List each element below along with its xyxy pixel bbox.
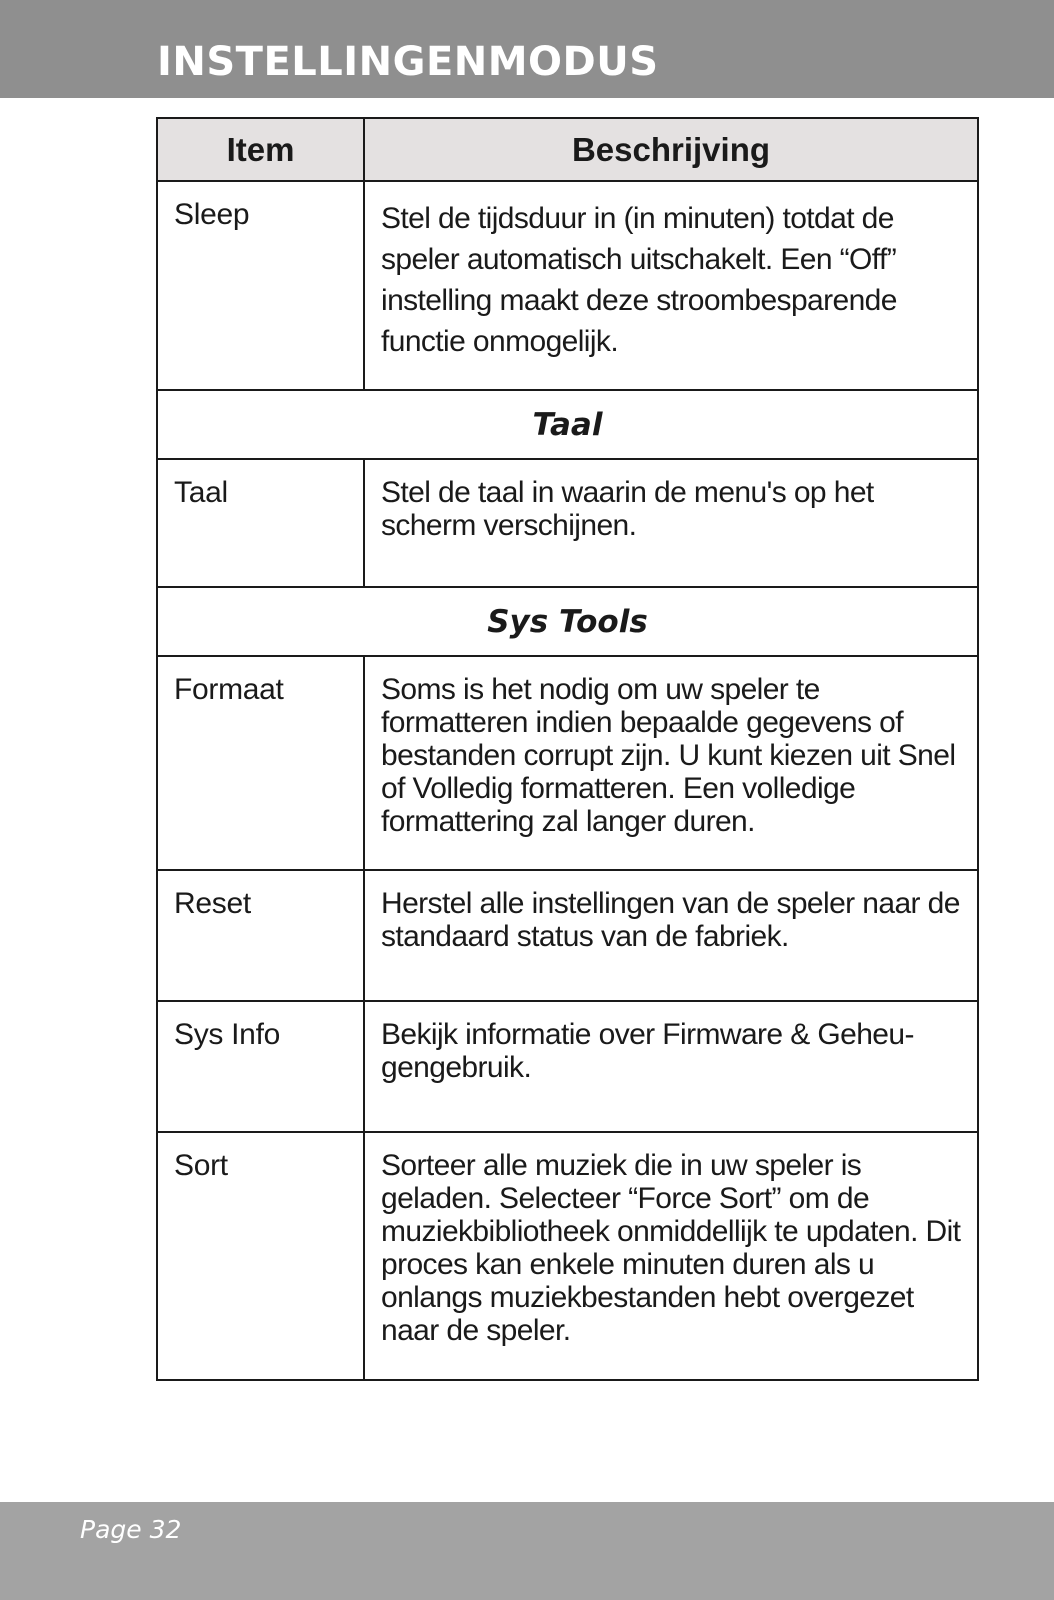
- description-text: Herstel alle instellingen van de speler naar de standaard status van de fabriek.: [381, 887, 960, 953]
- section-heading: Sys Tools: [157, 587, 978, 656]
- table-row: [157, 656, 978, 870]
- description-text: Bekijk informatie over Firmware & Geheu-gengebruik.: [381, 1018, 914, 1084]
- table-header-row: [157, 118, 978, 181]
- description-cell: [364, 1001, 978, 1132]
- item-cell: Sys Info: [157, 1001, 364, 1132]
- description-cell: [364, 459, 978, 587]
- description-cell: [364, 870, 978, 1001]
- table-row: [157, 1132, 978, 1380]
- section-row: [157, 390, 978, 459]
- section-row: [157, 587, 978, 656]
- table-row: [157, 459, 978, 587]
- item-cell: Reset: [157, 870, 364, 1001]
- settings-table: [156, 117, 979, 1381]
- column-header-description: Beschrijving: [364, 118, 978, 181]
- description-text: Stel de taal in waarin de menu's op het scherm verschijnen.: [381, 476, 874, 542]
- description-cell: [364, 1132, 978, 1380]
- description-text: Soms is het nodig om uw speler te formatteren indien bepaalde gegevens of bestanden corrupt zijn. U kunt kiezen uit Snel of Volledig formatteren. Een volledige formattering zal langer duren.: [381, 673, 956, 838]
- description-text: Sorteer alle muziek die in uw speler is geladen. Selecteer “Force Sort” om de muziekbibliotheek onmiddellijk te updaten. Dit proces kan enkele minuten duren als u onlangs muziekbestanden hebt overgezet naar de speler.: [381, 1149, 961, 1347]
- item-cell: Sort: [157, 1132, 364, 1380]
- section-heading: Taal: [157, 390, 978, 459]
- table-row: [157, 1001, 978, 1132]
- table-row: [157, 181, 978, 390]
- item-cell: Sleep: [157, 181, 364, 390]
- description-cell: [364, 181, 978, 390]
- page-number: Page 32: [80, 1515, 182, 1544]
- description-cell: [364, 656, 978, 870]
- item-cell: Formaat: [157, 656, 364, 870]
- item-cell: Taal: [157, 459, 364, 587]
- column-header-item: Item: [157, 118, 364, 181]
- page-title: INSTELLINGENMODUS: [157, 39, 659, 85]
- table-row: [157, 870, 978, 1001]
- description-text: Stel de tijdsduur in (in minuten) totdat de speler automatisch uitschakelt. Een “Off” instelling maakt deze stroombesparende functie onmogelijk.: [381, 202, 897, 358]
